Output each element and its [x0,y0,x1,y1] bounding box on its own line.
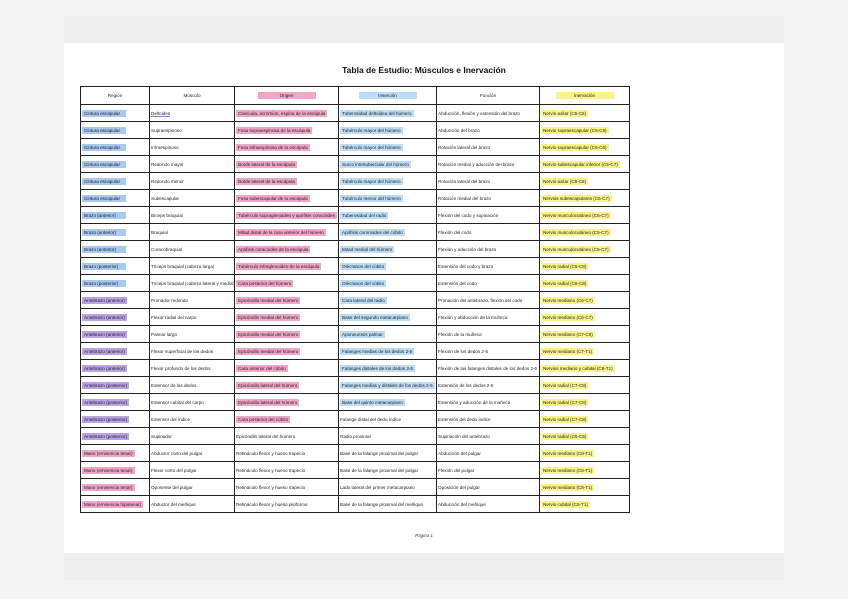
cell-function: Extensión del codo [437,275,540,292]
table-row [81,292,630,309]
table-row [81,105,630,122]
cell-muscle: Flexor superficial de los dedos [150,343,235,360]
cell-region: Cintura escapular [81,105,150,122]
cell-insertion: Tubérculo mayor del húmero [339,173,437,190]
table-row [81,275,630,292]
document-page [64,43,784,553]
cell-innervation: Nervio mediano (C8-T1) [540,445,630,462]
cell-muscle: Bíceps braquial [150,207,235,224]
cell-innervation: Nervio subescapular inferior (C5-C7) [540,156,630,173]
header-muscle: Músculo [150,87,235,105]
cell-origin: Clavícula, acromion, espina de la escápula [235,105,339,122]
cell-origin: Apófisis coracoides de la escápula [235,241,339,258]
cell-region: Mano (eminencia hipotenar) [81,496,150,513]
cell-insertion: Surco intertubercular del húmero [339,156,437,173]
cell-innervation: Nervio radial (C6-C8) [540,275,630,292]
cell-muscle: Deltoides [150,105,235,122]
cell-function: Oposición del pulgar [437,479,540,496]
cell-insertion: Falanges medias de los dedos 2-5 [339,343,437,360]
cell-function: Rotación lateral del brazo [437,139,540,156]
cell-muscle: Flexor profundo de los dedos [150,360,235,377]
cell-insertion: Falanges distales de los dedos 2-5 [339,360,437,377]
cell-origin: Epicóndilo medial del húmero [235,326,339,343]
cell-origin: Fosa subescapular de la escápula [235,190,339,207]
cell-innervation: Nervio musculocutáneo (C5-C7) [540,241,630,258]
cell-function: Flexión de los dedos 2-5 [437,343,540,360]
cell-innervation: Nervio radial (C6-C8) [540,258,630,275]
cell-origin: Epicóndilo lateral del húmero [235,394,339,411]
cell-function: Flexión del codo [437,224,540,241]
table-header-row [81,87,630,105]
cell-region: Antebrazo (posterior) [81,411,150,428]
cell-muscle: Redondo menor [150,173,235,190]
table-row [81,156,630,173]
cell-function: Flexión y abducción de la muñeca [437,309,540,326]
cell-muscle: Abductor corto del pulgar [150,445,235,462]
cell-origin: Tubérculo supraglenoideo y apófisis coracoides [235,207,339,224]
cell-region: Mano (eminencia tenar) [81,462,150,479]
cell-muscle: Subescapular [150,190,235,207]
cell-innervation: Nervio mediano (C6-C7) [540,309,630,326]
cell-origin: Borde lateral de la escápula [235,173,339,190]
cell-innervation: Nervio mediano (C7-C8) [540,326,630,343]
cell-innervation: Nervio axilar (C5-C6) [540,173,630,190]
cell-insertion: Falanges medias y distales de los dedos 2-5 [339,377,437,394]
cell-innervation: Nervio radial (C7-C8) [540,394,630,411]
cell-region: Antebrazo (anterior) [81,360,150,377]
cell-function: Extensión del dedo índice [437,411,540,428]
table-row [81,173,630,190]
cell-muscle: Extensor del índice [150,411,235,428]
cell-insertion: Base del segundo metacarpiano [339,309,437,326]
cell-region: Antebrazo (posterior) [81,394,150,411]
cell-function: Abducción del brazo [437,122,540,139]
cell-region: Antebrazo (anterior) [81,292,150,309]
cell-function: Extensión del codo y brazo [437,258,540,275]
cell-region: Brazo (anterior) [81,224,150,241]
page-number: Página 1 [415,533,433,538]
cell-function: Flexión de las falanges distales de los dedos 2-5 [437,360,540,377]
cell-origin: Retináculo flexor y hueso trapecio [235,479,339,496]
cell-muscle: Redondo mayor [150,156,235,173]
cell-origin: Retináculo flexor y hueso trapecio [235,462,339,479]
cell-region: Brazo (anterior) [81,241,150,258]
cell-insertion: Tubérculo mayor del húmero [339,139,437,156]
cell-origin: Retináculo flexor y hueso trapecio [235,445,339,462]
cell-insertion: Mitad medial del húmero [339,241,437,258]
cell-function: Extensión de los dedos 2-5 [437,377,540,394]
cell-innervation: Nervio supraescapular (C5-C6) [540,122,630,139]
cell-insertion: Aponeurosis palmar [339,326,437,343]
cell-function: Pronación del antebrazo, flexión del codo [437,292,540,309]
cell-region: Cintura escapular [81,190,150,207]
cell-innervation: Nervio radial (C5-C6) [540,428,630,445]
cell-origin: Epicóndilo medial del húmero [235,292,339,309]
table-row [81,462,630,479]
cell-insertion: Tuberosidad del radio [339,207,437,224]
cell-muscle: Oponente del pulgar [150,479,235,496]
cell-function: Abducción, flexión y extensión del brazo [437,105,540,122]
table-row [81,207,630,224]
study-table [80,86,630,513]
cell-innervation: Nervio mediano (C6-C7) [540,292,630,309]
header-insertion: Inserción [339,87,437,105]
header-innervation: Inervación [540,87,630,105]
cell-function: Flexión y aducción del brazo [437,241,540,258]
cell-function: Abducción del pulgar [437,445,540,462]
table-row [81,258,630,275]
cell-insertion: Cara lateral del radio [339,292,437,309]
cell-region: Cintura escapular [81,122,150,139]
cell-region: Brazo (posterior) [81,275,150,292]
cell-muscle: Braquial [150,224,235,241]
header-region: Región [81,87,150,105]
page-title: Tabla de Estudio: Músculos e Inervación [342,65,506,75]
cell-region: Antebrazo (anterior) [81,326,150,343]
cell-region: Cintura escapular [81,139,150,156]
cell-origin: Cara posterior del húmero [235,275,339,292]
cell-origin: Fosa supraespinosa de la escápula [235,122,339,139]
cell-origin: Tubérculo infraglenoideo de la escápula [235,258,339,275]
cell-insertion: Base de la falange proximal del pulgar [339,462,437,479]
cell-function: Rotación medial y aducción del brazo [437,156,540,173]
cell-innervation: Nervios subescapulares (C5-C7) [540,190,630,207]
cell-insertion: Base de la falange proximal del meñique [339,496,437,513]
cell-muscle: Supinador [150,428,235,445]
cell-insertion: Lado lateral del primer metacarpiano [339,479,437,496]
cell-region: Brazo (anterior) [81,207,150,224]
table-row [81,411,630,428]
cell-function: Rotación medial del brazo [437,190,540,207]
cell-origin: Fosa infraespinosa de la escápula [235,139,339,156]
cell-origin: Retináculo flexor y hueso pisiforme [235,496,339,513]
cell-region: Antebrazo (anterior) [81,309,150,326]
cell-innervation: Nervios mediano y cubital (C8-T1) [540,360,630,377]
cell-muscle: Palmar largo [150,326,235,343]
cell-function: Flexión de la muñeca [437,326,540,343]
cell-muscle: Infraespinoso [150,139,235,156]
cell-innervation: Nervio radial (C7-C8) [540,377,630,394]
cell-origin: Cara anterior del cúbito [235,360,339,377]
cell-region: Mano (eminencia tenar) [81,479,150,496]
cell-innervation: Nervio musculocutáneo (C5-C7) [540,207,630,224]
cell-origin: Mitad distal de la cara anterior del húmero [235,224,339,241]
cell-origin: Epicóndilo medial del húmero [235,343,339,360]
cell-innervation: Nervio axilar (C5-C6) [540,105,630,122]
table-row [81,445,630,462]
table-row [81,479,630,496]
cell-function: Extensión y aducción de la muñeca [437,394,540,411]
cell-innervation: Nervio cubital (C8-T1) [540,496,630,513]
table-row [81,224,630,241]
table-row [81,326,630,343]
cell-muscle: Tríceps braquial (cabeza lateral y medial) [150,275,235,292]
table-row [81,190,630,207]
cell-insertion: Apófisis coronoides del cúbito [339,224,437,241]
cell-region: Cintura escapular [81,156,150,173]
top-margin-band [64,16,784,43]
cell-region: Mano (eminencia tenar) [81,445,150,462]
cell-origin: Borde lateral de la escápula [235,156,339,173]
table-row [81,496,630,513]
cell-origin: Epicóndilo lateral del húmero [235,377,339,394]
cell-insertion: Tuberosidad deltoidea del húmero [339,105,437,122]
cell-innervation: Nervio mediano (C8-T1) [540,479,630,496]
cell-muscle: Pronador redondo [150,292,235,309]
cell-region: Antebrazo (posterior) [81,377,150,394]
cell-muscle: Extensor cubital del carpo [150,394,235,411]
cell-insertion: Radio proximal [339,428,437,445]
cell-origin: Cara posterior del cúbito [235,411,339,428]
cell-innervation: Nervio musculocutáneo (C5-C7) [540,224,630,241]
cell-insertion: Olécranon del cúbito [339,275,437,292]
cell-muscle: Abductor del meñique [150,496,235,513]
table-row [81,309,630,326]
cell-insertion: Tubérculo mayor del húmero [339,122,437,139]
cell-insertion: Base de la falange proximal del pulgar [339,445,437,462]
table-row [81,122,630,139]
bottom-margin-band [64,553,784,580]
cell-origin: Epicóndilo lateral del húmero [235,428,339,445]
cell-muscle: Supraespinoso [150,122,235,139]
cell-region: Brazo (posterior) [81,258,150,275]
cell-innervation: Nervio mediano (C7-T1) [540,343,630,360]
cell-insertion: Tubérculo menor del húmero [339,190,437,207]
cell-muscle: Tríceps braquial (cabeza larga) [150,258,235,275]
cell-innervation: Nervio mediano (C8-T1) [540,462,630,479]
cell-function: Abducción del meñique [437,496,540,513]
cell-insertion: Falange distal del dedo índice [339,411,437,428]
cell-function: Flexión del pulgar [437,462,540,479]
cell-function: Flexión del codo y supinación [437,207,540,224]
cell-insertion: Base del quinto metacarpiano [339,394,437,411]
table-row [81,241,630,258]
table-row [81,360,630,377]
cell-origin: Epicóndilo medial del húmero [235,309,339,326]
cell-muscle: Coracobraquial [150,241,235,258]
cell-region: Antebrazo (posterior) [81,428,150,445]
table-row [81,428,630,445]
cell-muscle: Flexor corto del pulgar [150,462,235,479]
table-row [81,377,630,394]
cell-insertion: Olécranon del cúbito [339,258,437,275]
header-origin: Origen [235,87,339,105]
cell-function: Supinación del antebrazo [437,428,540,445]
header-function: Función [437,87,540,105]
cell-muscle: Extensor de los dedos [150,377,235,394]
table-row [81,139,630,156]
table-row [81,343,630,360]
cell-innervation: Nervio radial (C7-C8) [540,411,630,428]
table-row [81,394,630,411]
cell-function: Rotación lateral del brazo [437,173,540,190]
cell-innervation: Nervio supraescapular (C5-C6) [540,139,630,156]
cell-region: Antebrazo (anterior) [81,343,150,360]
cell-region: Cintura escapular [81,173,150,190]
cell-muscle: Flexor radial del carpo [150,309,235,326]
